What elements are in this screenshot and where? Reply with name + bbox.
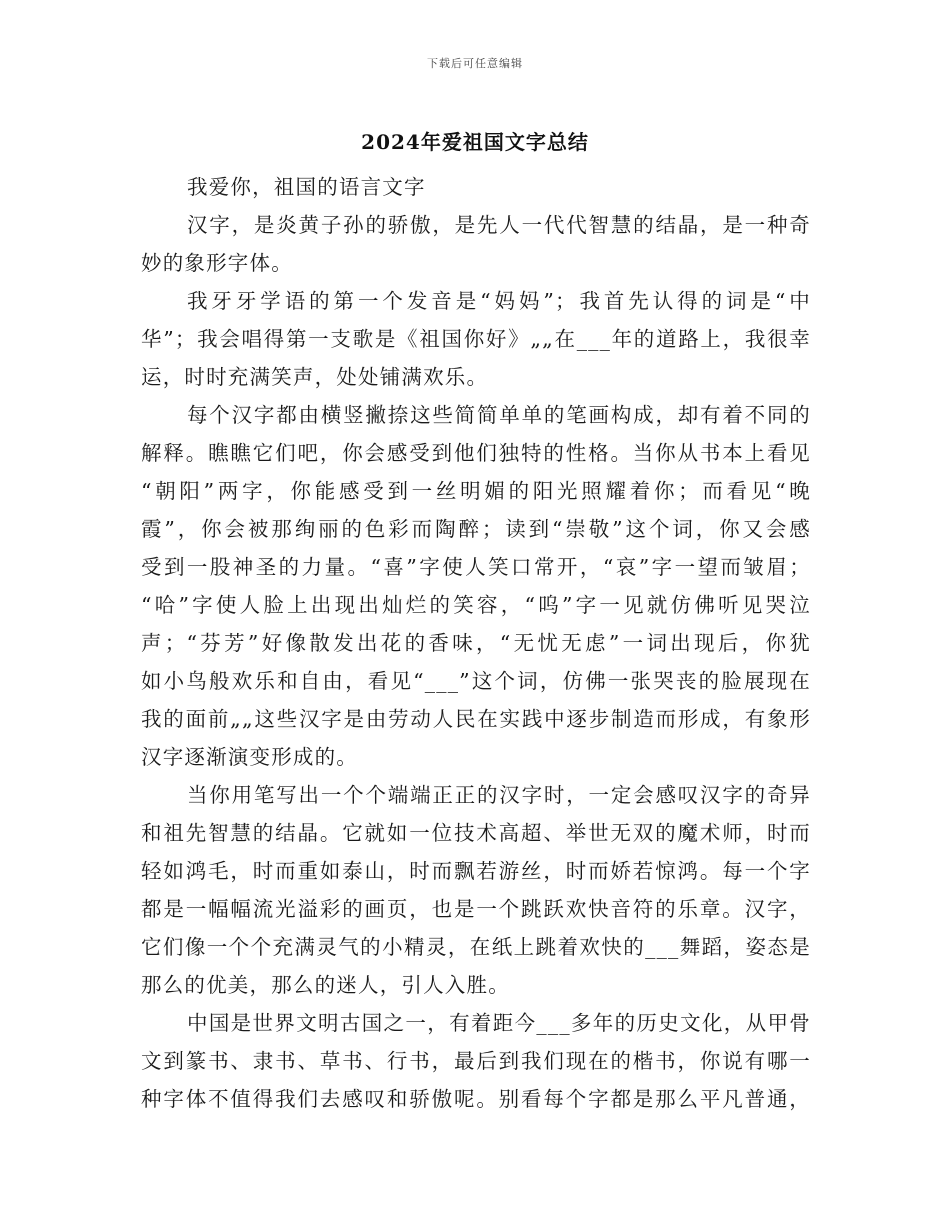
paragraph-line: 当你用笔写出一个个端端正正的汉字时，一定会感叹汉字的奇异: [187, 783, 811, 807]
paragraph-line: 汉字，是炎黄子孙的骄傲，是先人一代代智慧的结晶，是一种奇: [187, 213, 811, 237]
paragraph-line: 妙的象形字体。: [141, 251, 293, 275]
paragraph-line: 声；“芬芳”好像散发出花的香味，“无忧无虑”一词出现后，你犹: [141, 631, 811, 655]
document-title: 2024年爱祖国文字总结: [361, 130, 589, 154]
paragraph-line: 和祖先智慧的结晶。它就如一位技术高超、举世无双的魔术师，时而: [141, 821, 811, 845]
paragraph-line: 解释。瞧瞧它们吧，你会感受到他们独特的性格。当你从书本上看见: [141, 441, 811, 465]
paragraph-line: 文到篆书、隶书、草书、行书，最后到我们现在的楷书，你说有哪一: [141, 1049, 811, 1073]
paragraph-line: 运，时时充满笑声，处处铺满欢乐。: [141, 365, 489, 389]
paragraph-line: 华”；我会唱得第一支歌是《祖国你好》„„在___年的道路上，我很幸: [141, 327, 811, 351]
document-body: [141, 168, 811, 1118]
paragraph-line: 我牙牙学语的第一个发音是“妈妈”；我首先认得的词是“中: [187, 289, 811, 313]
paragraph-line: 轻如鸿毛，时而重如泰山，时而飘若游丝，时而娇若惊鸿。每一个字: [141, 859, 811, 883]
paragraph-line: 都是一幅幅流光溢彩的画页，也是一个跳跃欢快音符的乐章。汉字，: [141, 897, 811, 921]
paragraph-line: 霞”，你会被那绚丽的色彩而陶醉；读到“崇敬”这个词，你又会感: [141, 517, 811, 541]
paragraph-line: 种字体不值得我们去感叹和骄傲呢。别看每个字都是那么平凡普通，: [141, 1087, 811, 1111]
paragraph-line: 它们像一个个充满灵气的小精灵，在纸上跳着欢快的___舞蹈，姿态是: [141, 935, 811, 959]
paragraph-line: 我的面前„„这些汉字是由劳动人民在实践中逐步制造而形成，有象形: [141, 707, 811, 731]
paragraph-line: 如小鸟般欢乐和自由，看见“___”这个词，仿佛一张哭丧的脸展现在: [141, 669, 811, 693]
paragraph-line: “朝阳”两字，你能感受到一丝明媚的阳光照耀着你；而看见“晚: [141, 479, 811, 503]
paragraph-line: 每个汉字都由横竖撇捺这些简简单单的笔画构成，却有着不同的: [187, 403, 811, 427]
paragraph-line: 汉字逐渐演变形成的。: [141, 745, 358, 769]
paragraph-line: 我爱你，祖国的语言文字: [187, 175, 426, 199]
paragraph-line: 受到一股神圣的力量。“喜”字使人笑口常开，“哀”字一望而皱眉；: [141, 555, 811, 579]
paragraph-line: 中国是世界文明古国之一，有着距今___多年的历史文化，从甲骨: [187, 1011, 811, 1035]
paragraph-line: “哈”字使人脸上出现出灿烂的笑容，“呜”字一见就仿佛听见哭泣: [141, 593, 811, 617]
paragraph-line: 那么的优美，那么的迷人，引人入胜。: [141, 973, 510, 997]
page-header-note: 下载后可任意编辑: [427, 57, 523, 70]
